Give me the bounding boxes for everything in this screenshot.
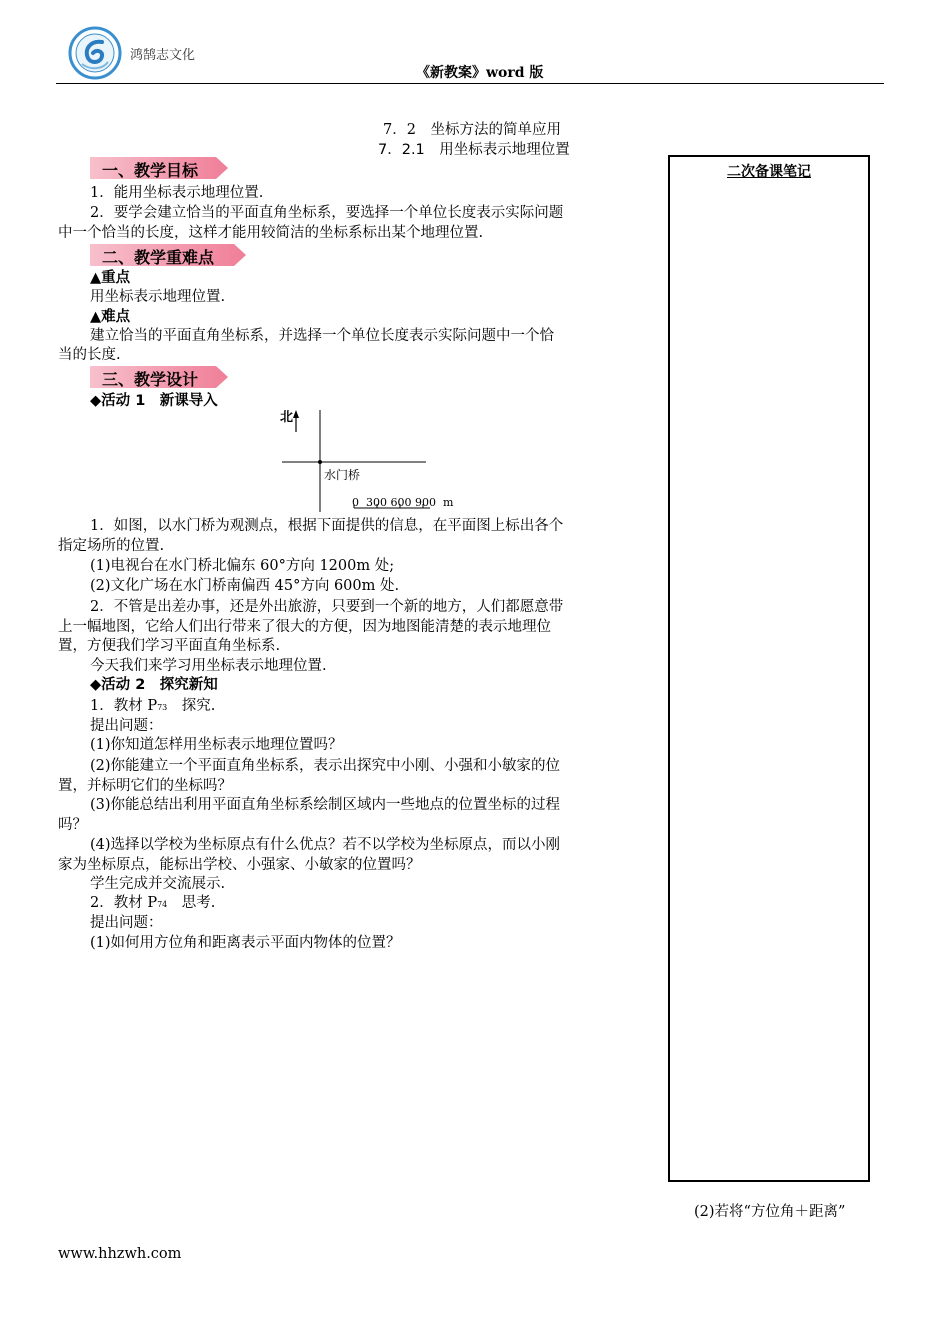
paragraph-3: 今天我们来学习用坐标表示地理位置. [90, 658, 327, 674]
question-1-3-cont: 吗？ [58, 817, 87, 833]
brand-name: 鸿鹄志文化 [130, 48, 196, 63]
question-1-4-cont: 家为坐标原点，能标出学校、小强家、小敏家的位置吗？ [58, 857, 421, 873]
question-1-suffix: 探究. [167, 698, 216, 714]
continuation-text: (2)若将“方位角＋距离” [694, 1204, 846, 1220]
page-subscript: 74 [157, 900, 168, 909]
paragraph-1-item-1: (1)电视台在水门桥北偏东 60°方向 1200m 处; [90, 558, 395, 574]
notes-title: 二次备课笔记 [727, 164, 811, 180]
bridge-label: 水门桥 [324, 468, 361, 482]
objective-2-cont: 中一个恰当的长度，这样才能用较简洁的坐标系标出某个地理位置. [58, 225, 484, 241]
map-figure [278, 404, 458, 516]
question-1-2: (2)你能建立一个平面直角坐标系，表示出探究中小刚、小强和小敏家的位 [90, 758, 561, 774]
paragraph-2-cont-1: 上一幅地图，它给人们出行带来了很大的方便，因为地图能清楚的表示地理位 [58, 619, 551, 635]
activity-2-heading: ◆活动 2 探究新知 [90, 677, 218, 693]
paragraph-2-cont-2: 置，方便我们学习平面直角坐标系. [58, 638, 281, 654]
logo-icon [68, 26, 122, 80]
scale-label: 0 300 600 900 m [352, 496, 454, 509]
header-divider [56, 83, 884, 84]
paragraph-2: 2．不管是出差办事，还是外出旅游，只要到一个新的地方，人们都愿意带 [90, 599, 564, 615]
paragraph-1-cont: 指定场所的位置. [58, 538, 165, 554]
website-link[interactable]: www.hhzwh.com [58, 1246, 182, 1262]
difficulty-text: 建立恰当的平面直角坐标系，并选择一个单位长度表示实际问题中一个恰 [90, 328, 554, 344]
notes-panel [668, 155, 870, 1182]
section-banner-design [90, 366, 228, 388]
question-2-suffix: 思考. [167, 895, 216, 911]
paragraph-1: 1．如图，以水门桥为观测点，根据下面提供的信息，在平面图上标出各个 [90, 518, 564, 534]
difficulty-heading: ▲难点 [90, 309, 131, 325]
activity-1-heading: ◆活动 1 新课导入 [90, 393, 218, 409]
question-2 [90, 893, 215, 915]
question-1 [90, 696, 215, 718]
paragraph-1-item-2: (2)文化广场在水门桥南偏西 45°方向 600m 处. [90, 578, 400, 594]
question-2-1: (1)如何用方位角和距离表示平面内物体的位置？ [90, 935, 401, 951]
north-label: 北 [280, 410, 294, 425]
question-1-4: (4)选择以学校为坐标原点有什么优点？若不以学校为坐标原点，而以小刚 [90, 837, 561, 853]
objective-1: 1．能用坐标表示地理位置. [90, 185, 264, 201]
question-2-prefix: 2．教材 P [90, 895, 158, 911]
question-1-5: 学生完成并交流展示. [90, 876, 226, 892]
key-text: 用坐标表示地理位置. [90, 289, 226, 305]
section-heading: 一、教学目标 [102, 161, 199, 180]
section-banner-objectives [90, 157, 228, 179]
section-subtitle: 7．2 坐标方法的简单应用 [383, 122, 561, 138]
ask-label-2: 提出问题： [90, 915, 163, 931]
document-title: 《新教案》word 版 [416, 65, 544, 81]
section-heading: 二、教学重难点 [102, 248, 215, 267]
objective-2: 2．要学会建立恰当的平面直角坐标系，要选择一个单位长度表示实际问题 [90, 205, 564, 221]
question-1-prefix: 1．教材 P [90, 698, 158, 714]
lesson-title: 7．2.1 用坐标表示地理位置 [378, 142, 570, 158]
section-banner-keypoints [90, 244, 246, 266]
section-heading: 三、教学设计 [102, 370, 199, 389]
question-1-2-cont: 置，并标明它们的坐标吗？ [58, 778, 232, 794]
page-subscript: 73 [157, 703, 168, 712]
question-1-3: (3)你能总结出利用平面直角坐标系绘制区域内一些地点的位置坐标的过程 [90, 797, 561, 813]
difficulty-text-cont: 当的长度. [58, 347, 121, 363]
key-heading: ▲重点 [90, 270, 131, 286]
question-1-1: (1)你知道怎样用坐标表示地理位置吗？ [90, 737, 343, 753]
ask-label-1: 提出问题： [90, 718, 163, 734]
